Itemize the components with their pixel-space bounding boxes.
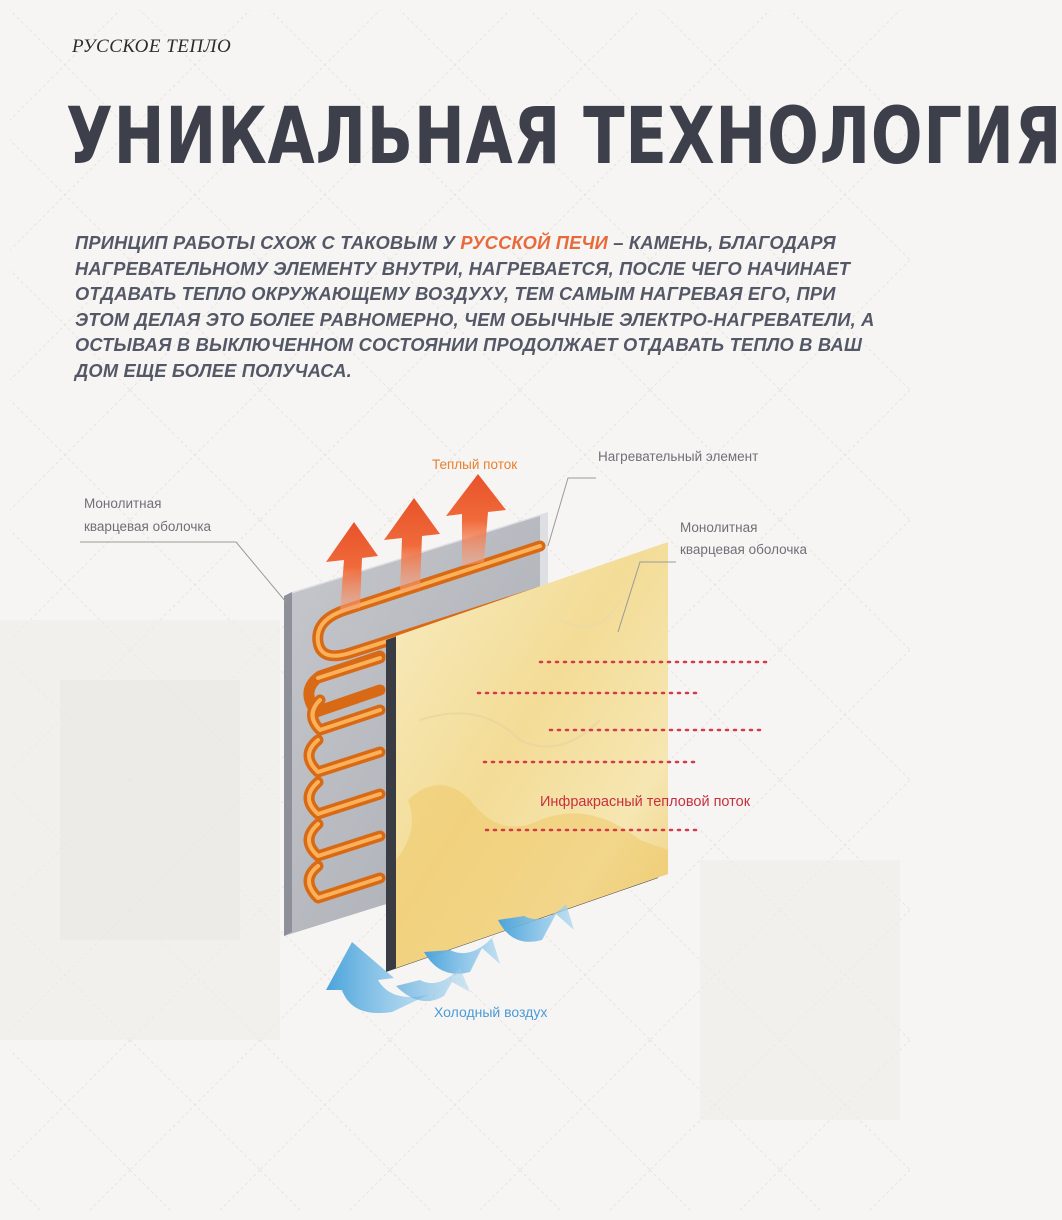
label-shell-left-line2: кварцевая оболочка [84, 519, 212, 534]
label-shell-right-line2: кварцевая оболочка [680, 542, 808, 557]
label-heating-element: Нагревательный элемент [598, 449, 759, 464]
cold-arrow-4 [396, 968, 470, 1001]
description-text-end: – КАМЕНЬ, БЛАГОДАРЯ НАГРЕВАТЕЛЬНОМУ ЭЛЕМЕНТУ ВНУТРИ, НАГРЕВАЕТСЯ, ПОСЛЕ ЧЕГО НАЧИНАЕТ ОТДАВАТЬ ТЕПЛО ОКРУЖАЮЩЕМУ ВОЗДУХУ, ТЕМ САМЫМ НАГРЕВАЯ ЕГО, ПРИ ЭТОМ ДЕЛАЯ ЭТО БОЛЕЕ РАВНОМЕРНО, ЧЕМ ОБЫЧНЫЕ ЭЛЕКТРО-НАГРЕВАТЕЛИ, А ОСТЫВАЯ В ВЫКЛЮЧЕННОМ СОСТОЯНИИ ПРОДОЛЖАЕТ ОТДАВАТЬ ТЕПЛО В ВАШ ДОМ ЕЩЕ БОЛЕЕ ПОЛУЧАСА. [75, 232, 875, 381]
brand-logo: РУССКОЕ ТЕПЛО [72, 36, 232, 57]
label-shell-right-line1: Монолитная [680, 520, 758, 535]
description-text-start: ПРИНЦИП РАБОТЫ СХОЖ С ТАКОВЫМ У [75, 232, 461, 253]
label-infrared: Инфракрасный тепловой поток [540, 794, 751, 810]
heater-diagram [0, 420, 920, 1060]
description [75, 230, 875, 383]
label-cold-air: Холодный воздух [434, 1004, 548, 1020]
description-highlight: РУССКОЙ ПЕЧИ [460, 232, 608, 253]
label-warm-flow: Теплый поток [432, 457, 518, 472]
page-title: УНИКАЛЬНАЯ ТЕХНОЛОГИЯ [66, 92, 1062, 182]
label-shell-left-line1: Монолитная [84, 496, 162, 511]
